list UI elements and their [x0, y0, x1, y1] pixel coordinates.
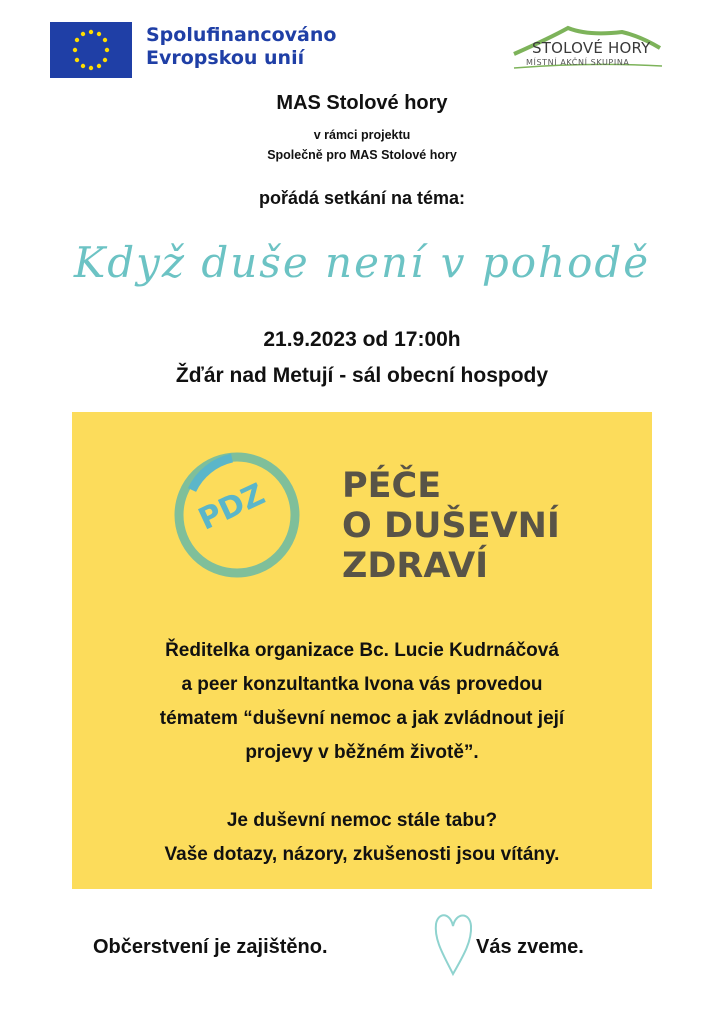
mas-logo-name: STOLOVÉ HORY [532, 39, 651, 57]
pdz-logo-icon [172, 450, 302, 580]
pdz-logo-text [342, 466, 560, 586]
eu-line2: Evropskou unií [146, 47, 305, 69]
panel-line: tématem “duševní nemoc a jak zvládnout její [159, 708, 565, 729]
panel-line: a peer konzultantka Ivona vás provedou [181, 674, 543, 695]
topic-title: Když duše není v pohodě [73, 238, 651, 287]
panel-line: projevy v běžném životě”. [245, 742, 479, 763]
project-intro: v rámci projektu [313, 128, 411, 142]
eu-flag [50, 22, 132, 78]
event-date: 21.9.2023 od 17:00h [263, 328, 461, 351]
refreshments-note: Občerstvení je zajištěno. [93, 936, 328, 958]
pdz-text-line2: O DUŠEVNÍ [342, 506, 560, 546]
info-panel [72, 412, 652, 889]
invitation-note: Vás zveme. [476, 936, 584, 958]
organizer-title: MAS Stolové hory [276, 92, 448, 114]
project-name: Společně pro MAS Stolové hory [267, 148, 457, 162]
eu-line1: Spolufinancováno [146, 24, 337, 46]
pdz-text-line3: ZDRAVÍ [342, 546, 489, 586]
event-place: Žďár nad Metují - sál obecní hospody [175, 364, 549, 387]
eu-cofunded-text [146, 24, 336, 70]
mas-logo [510, 24, 670, 74]
panel-invite: Vaše dotazy, názory, zkušenosti jsou vítány. [164, 844, 560, 865]
pdz-logo-mark: PDZ [193, 476, 271, 538]
panel-body [72, 634, 652, 872]
panel-question: Je duševní nemoc stále tabu? [226, 810, 498, 831]
panel-line: Ředitelka organizace Bc. Lucie Kudrnáčová [165, 640, 559, 661]
heart-icon [430, 906, 476, 980]
topic-lead: pořádá setkání na téma: [258, 188, 466, 208]
panel-spacer [72, 770, 652, 804]
pdz-text-line1: PÉČE [342, 466, 442, 506]
mas-logo-subtitle: MÍSTNÍ AKČNÍ SKUPINA [526, 58, 630, 67]
eu-stars-icon [50, 22, 132, 78]
